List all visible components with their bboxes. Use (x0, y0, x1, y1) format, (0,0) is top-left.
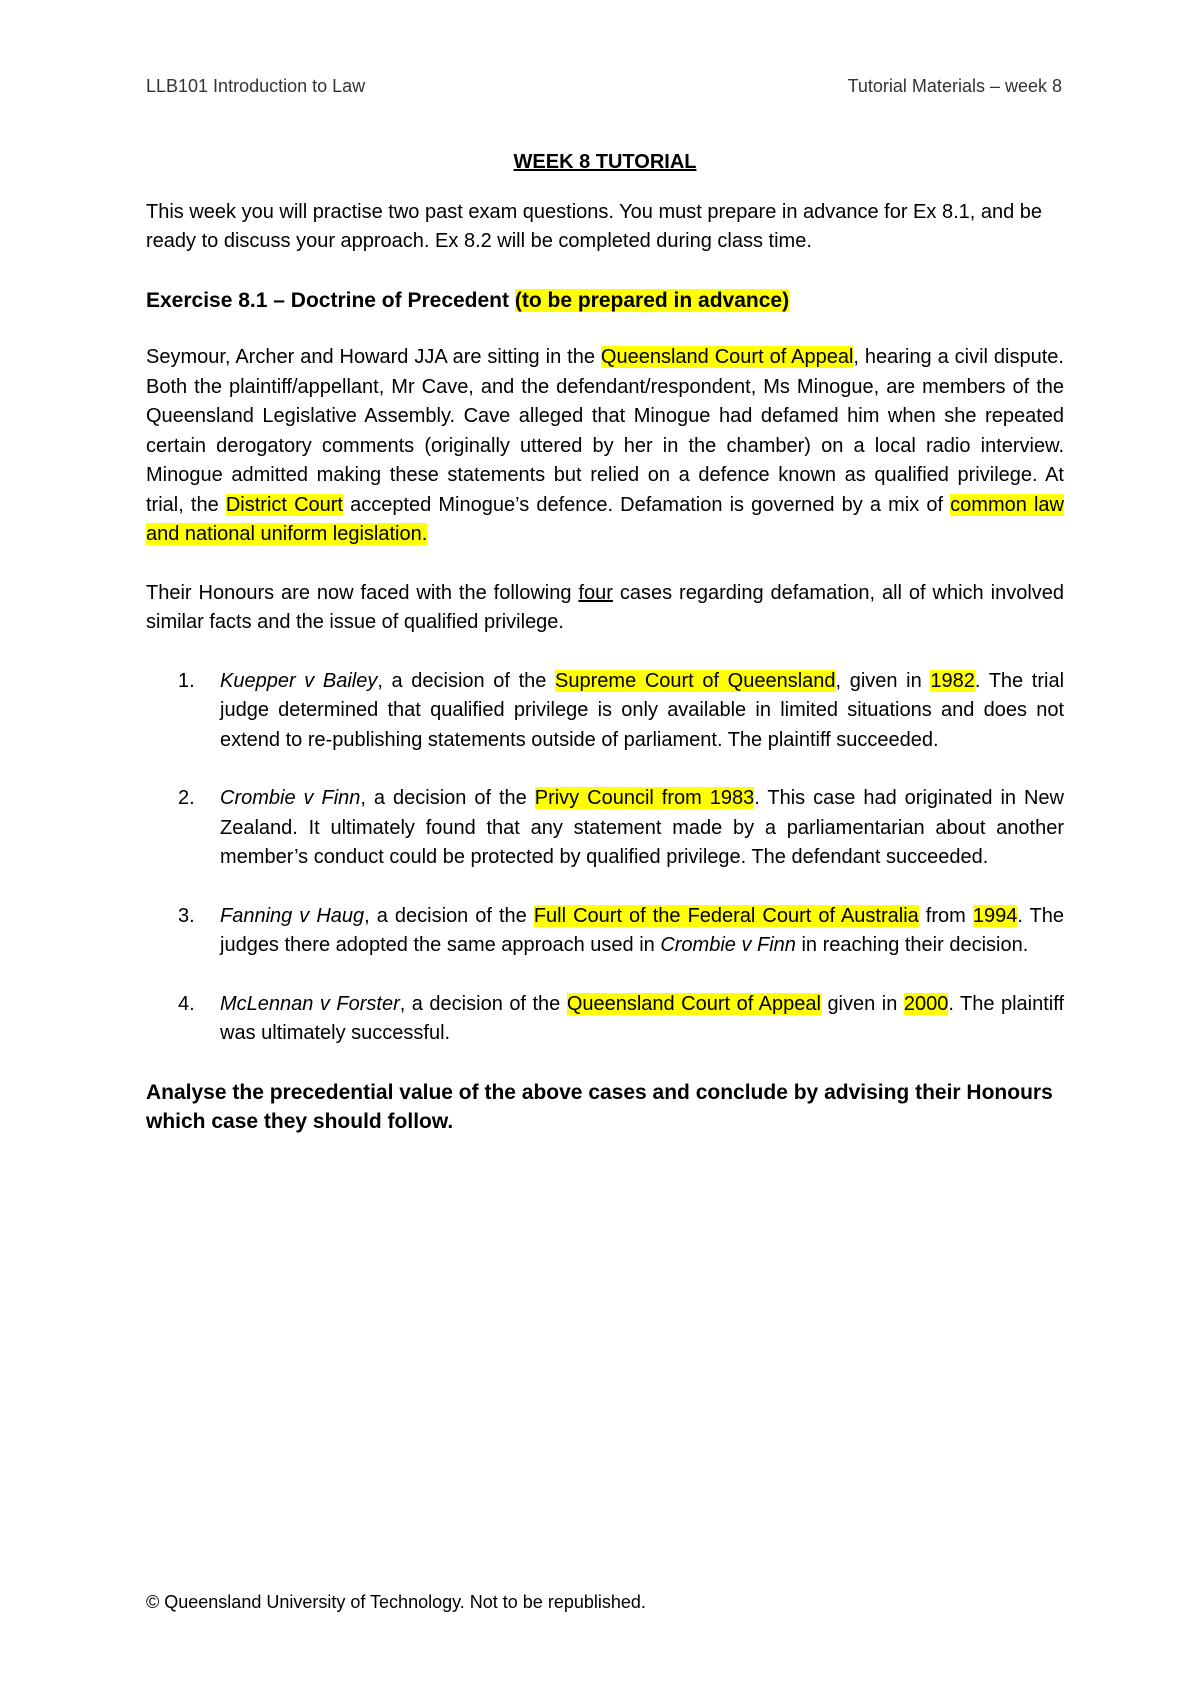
case-text: . The trial judge determined that qualified privilege is only available in limited situations and does not extend to re-publishing statements outside of parliament. The plaintiff succeeded. (220, 669, 1065, 751)
case-text: , given in (835, 669, 931, 692)
case-text: in reaching their decision. (795, 934, 1029, 956)
scenario-highlight-common-law: common law and national uniform legislation. (146, 493, 1064, 545)
scenario-highlight-court-of-appeal: Queensland Court of Appeal (600, 346, 854, 368)
cases-intro-paragraph (146, 579, 1064, 638)
exercise-heading-text: Exercise 8.1 – Doctrine of Precedent (146, 288, 515, 312)
scenario-text-3: accepted Minogue’s defence. Defamation is governed by a mix of (342, 493, 951, 516)
case-text: . The judges there adopted the same approach used in (220, 904, 1065, 956)
page-title: WEEK 8 TUTORIAL (513, 151, 697, 173)
cases-intro-text-1: Their Honours are now faced with the following (146, 581, 579, 604)
scenario-text-1: Seymour, Archer and Howard JJA are sitting in the (146, 346, 601, 368)
case-court-highlight: Privy Council from 1983 (534, 787, 755, 809)
case-number: 4. (178, 992, 195, 1015)
case-name: Kuepper v Bailey (220, 669, 378, 692)
case-text: . The plaintiff was ultimately successful. (220, 992, 1064, 1044)
case-text: , a decision of the (399, 992, 567, 1015)
cases-intro-text-2: cases regarding defamation, all of which involved similar facts and the issue of qualified privilege. (146, 581, 1065, 633)
case-text: , a decision of the (364, 904, 534, 927)
case-name-reference: Crombie v Finn (660, 934, 796, 956)
case-court-highlight: Supreme Court of Queensland (555, 669, 836, 692)
case-number: 3. (178, 904, 195, 927)
scenario-text-2: , hearing a civil dispute. Both the plaintiff/appellant, Mr Cave, and the defendant/respondent, Ms Minogue, are members of the Queensland Legislative Assembly. Cave alleged that Minogue had defamed him when she repeated certain derogatory comments (originally uttered by her in the chamber) on a local radio interview. Minogue admitted making these statements but relied on a defence known as qualified privilege. At trial, the (146, 346, 1064, 516)
exercise-heading (146, 286, 1064, 316)
case-item (146, 667, 1064, 756)
case-name: Fanning v Haug (220, 904, 365, 927)
case-year-highlight: 1982 (930, 669, 975, 692)
page-footer: © Queensland University of Technology. Not to be republished. (146, 1592, 646, 1612)
scenario-highlight-district-court: District Court (225, 493, 343, 516)
task-instruction: Analyse the precedential value of the above cases and conclude by advising their Honours which case they should follow. (146, 1080, 1053, 1133)
page-header (146, 76, 1062, 97)
case-court-highlight: Full Court of the Federal Court of Australia (533, 904, 919, 927)
case-name: Crombie v Finn (220, 787, 361, 809)
case-number: 2. (178, 787, 195, 809)
exercise-heading-highlight: (to be prepared in advance) (514, 288, 790, 312)
case-item (146, 990, 1064, 1049)
case-number: 1. (178, 669, 195, 692)
case-text: . This case had originated in New Zealand. It ultimately found that any statement made by a parliamentarian about another member’s conduct could be protected by qualified privilege. The defendant succeeded. (220, 787, 1064, 868)
case-year-highlight: 1994 (972, 904, 1018, 927)
case-text: , a decision of the (360, 787, 535, 809)
header-course: LLB101 Introduction to Law (146, 76, 366, 96)
header-section: Tutorial Materials – week 8 (847, 76, 1062, 96)
scenario-paragraph (146, 343, 1064, 550)
case-name: McLennan v Forster (220, 992, 400, 1015)
case-item (146, 784, 1064, 873)
cases-intro-underlined: four (578, 581, 613, 604)
intro-paragraph: This week you will practise two past exam questions. You must prepare in advance for Ex 8.1, and be ready to discuss your approach. Ex 8.2 will be completed during class time. (146, 200, 1043, 252)
page-content (146, 148, 1064, 1137)
case-year-highlight: 2000 (903, 992, 949, 1015)
case-text: from (918, 904, 973, 927)
case-court-highlight: Queensland Court of Appeal (566, 992, 821, 1015)
case-list (146, 667, 1064, 1049)
case-text: , a decision of the (377, 669, 556, 692)
case-item (146, 902, 1064, 961)
case-text: given in (820, 992, 904, 1015)
